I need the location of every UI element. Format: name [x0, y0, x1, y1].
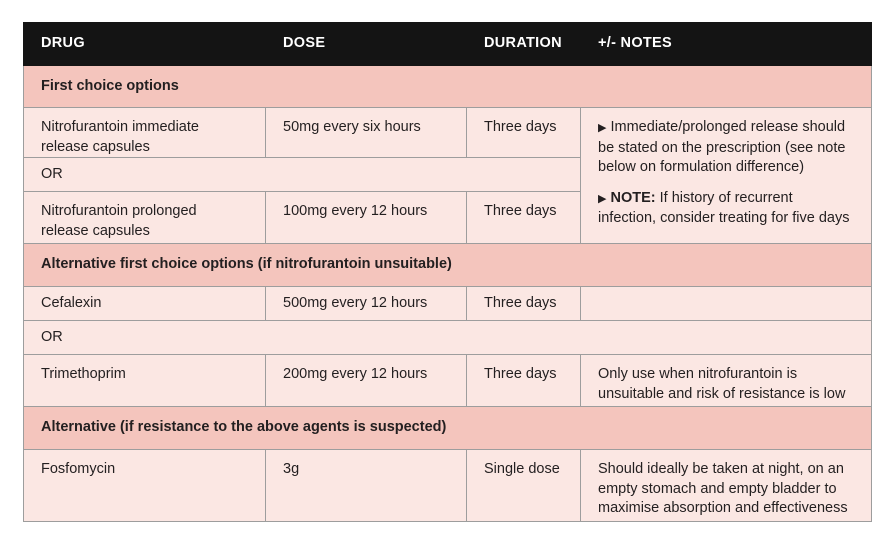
dose-cell: 200mg every 12 hours	[266, 355, 467, 407]
table-row	[24, 287, 872, 321]
notes-cell	[581, 108, 872, 244]
duration-cell: Three days	[467, 192, 581, 244]
duration-cell: Three days	[467, 287, 581, 321]
dose-cell: 100mg every 12 hours	[266, 192, 467, 244]
section-row	[24, 66, 872, 108]
note-recurrent-infection: ▶ NOTE: If history of recurrent infection, consider treating for five days	[598, 189, 850, 226]
triangle-bullet-icon: ▶	[598, 192, 607, 205]
header-row	[24, 23, 872, 66]
duration-cell: Single dose	[467, 450, 581, 522]
duration-cell: Three days	[467, 355, 581, 407]
dose-cell: 500mg every 12 hours	[266, 287, 467, 321]
drug-cell: Cefalexin	[24, 287, 266, 321]
notes-cell	[581, 287, 872, 321]
or-row	[24, 321, 872, 355]
header-drug: DRUG	[24, 23, 266, 66]
table-row	[24, 355, 872, 407]
header-notes: +/- NOTES	[581, 23, 872, 66]
note-label: NOTE:	[610, 189, 656, 206]
note-immediate-prolonged: ▶ Immediate/prolonged release should be stated on the prescription (see note below on formulation difference)	[598, 119, 846, 175]
notes-cell: Only use when nitrofurantoin is unsuitable and risk of resistance is low	[581, 355, 872, 407]
drug-cell: Fosfomycin	[24, 450, 266, 522]
dose-cell: 50mg every six hours	[266, 108, 467, 158]
section-title-first-choice: First choice options	[24, 66, 872, 108]
triangle-bullet-icon: ▶	[598, 122, 607, 134]
drug-cell: Nitrofurantoin immediate release capsules	[24, 108, 266, 158]
drug-cell: Trimethoprim	[24, 355, 266, 407]
dose-cell: 3g	[266, 450, 467, 522]
section-title-alternative-first: Alternative first choice options (if nitrofurantoin unsuitable)	[24, 244, 872, 287]
table-row	[24, 450, 872, 522]
or-label: OR	[24, 158, 581, 192]
notes-cell: Should ideally be taken at night, on an empty stomach and empty bladder to maximise absorption and effectiveness	[581, 450, 872, 522]
antibiotic-table	[23, 22, 872, 522]
section-title-resistance: Alternative (if resistance to the above agents is suspected)	[24, 407, 872, 450]
header-duration: DURATION	[467, 23, 581, 66]
section-row	[24, 407, 872, 450]
table-row	[24, 108, 872, 158]
drug-cell: Nitrofurantoin prolonged release capsules	[24, 192, 266, 244]
or-label: OR	[24, 321, 872, 355]
header-dose: DOSE	[266, 23, 467, 66]
section-row	[24, 244, 872, 287]
duration-cell: Three days	[467, 108, 581, 158]
